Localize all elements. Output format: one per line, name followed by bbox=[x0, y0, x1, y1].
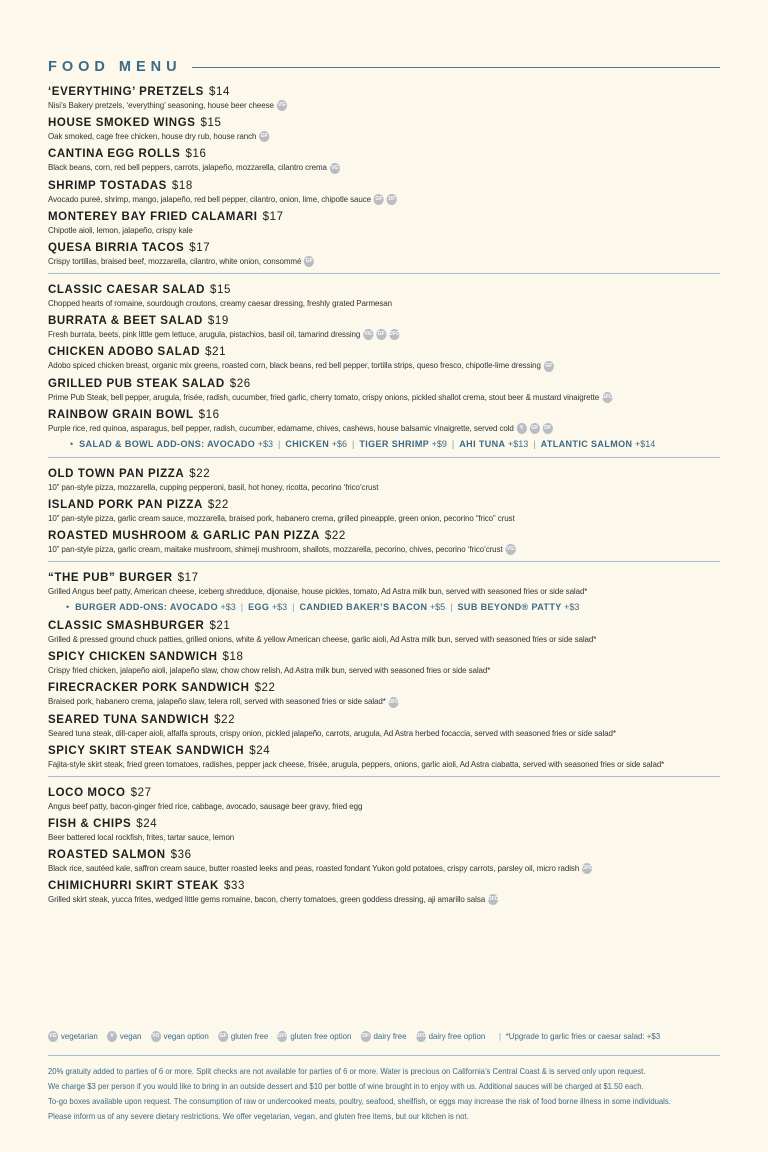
item-name: GRILLED PUB STEAK SALAD bbox=[48, 377, 225, 390]
item-price: $15 bbox=[200, 117, 222, 130]
item-description-text: Chopped hearts of romaine, sourdough croutons, creamy caesar dressing, freshly grated Parmesan bbox=[48, 298, 392, 309]
item-description bbox=[48, 422, 717, 434]
menu-title: FOOD MENU bbox=[48, 59, 182, 75]
addon-name: ATLANTIC SALMON bbox=[540, 439, 633, 450]
item-description-text: Chipotle aioli, lemon, jalapeño, crispy kale bbox=[48, 224, 193, 235]
diet-badge-df: DF bbox=[543, 423, 553, 434]
item-heading bbox=[48, 210, 720, 224]
item-description bbox=[48, 893, 717, 905]
addons-separator: | bbox=[351, 439, 355, 450]
menu-item bbox=[48, 116, 720, 142]
item-description bbox=[48, 328, 717, 340]
menu-item bbox=[48, 147, 720, 173]
diet-badge-gf: GF bbox=[374, 194, 384, 205]
item-heading bbox=[48, 179, 720, 193]
item-description bbox=[48, 800, 717, 812]
menu-item bbox=[48, 210, 720, 236]
item-description-text: 10” pan-style pizza, mozzarella, cupping pepperoni, basil, hot honey, ricotta, pecorino ‘frico’crust bbox=[48, 482, 379, 493]
menu-item bbox=[48, 650, 720, 676]
item-description bbox=[48, 297, 717, 309]
legend-label: gluten free bbox=[230, 1031, 269, 1041]
addon-price: +$5 bbox=[429, 602, 446, 613]
item-heading bbox=[48, 377, 720, 391]
item-name: OLD TOWN PAN PIZZA bbox=[48, 468, 185, 481]
item-heading bbox=[48, 116, 720, 130]
addons-row bbox=[48, 601, 720, 614]
item-price: $17 bbox=[262, 210, 284, 223]
addons-label: BURGER ADD-ONS: bbox=[75, 602, 168, 613]
addons-separator: | bbox=[292, 602, 295, 613]
item-heading bbox=[48, 817, 720, 831]
item-price: $15 bbox=[210, 284, 232, 297]
item-name: ROASTED SALMON bbox=[48, 848, 166, 861]
item-price: $36 bbox=[170, 848, 192, 861]
item-price: $19 bbox=[207, 315, 229, 328]
item-heading bbox=[48, 681, 720, 695]
item-name: MONTEREY BAY FRIED CALAMARI bbox=[48, 210, 258, 223]
menu-item bbox=[48, 681, 720, 707]
item-description bbox=[48, 255, 717, 267]
item-description-text: Avocado pureé, shrimp, mango, jalapeño, red bell pepper, cilantro, onion, lime, chipotle sauce bbox=[48, 193, 372, 204]
legend-label: dairy free bbox=[373, 1031, 407, 1041]
menu-item bbox=[48, 713, 720, 739]
menu-item bbox=[48, 241, 720, 267]
legend-label: vegan option bbox=[163, 1031, 209, 1041]
item-heading bbox=[48, 408, 720, 422]
upgrade-note: *Upgrade to garlic fries or caesar salad: +$3 bbox=[505, 1031, 661, 1041]
item-price: $27 bbox=[130, 786, 152, 799]
item-description-text: Grilled & pressed ground chuck patties, grilled onions, white & yellow American cheese, garlic aioli, Ad Astra milk bun, served with seasoned fries or side salad* bbox=[48, 634, 597, 645]
diet-badge-v: V bbox=[517, 423, 527, 434]
item-description-text: Grilled skirt steak, yucca frites, wedged little gems romaine, bacon, cherry tomatoes, green goddess dressing, aji amarillo salsa bbox=[48, 893, 486, 904]
addon-name: SUB BEYOND® PATTY bbox=[457, 602, 562, 613]
item-heading bbox=[48, 713, 720, 727]
item-heading bbox=[48, 879, 720, 893]
addon-name: AVOCADO bbox=[207, 439, 256, 450]
addons-separator: | bbox=[240, 602, 244, 613]
item-price: $21 bbox=[209, 620, 231, 633]
diet-badge-v: V bbox=[107, 1031, 117, 1042]
menu-item bbox=[48, 744, 720, 770]
diet-badge-vg: VG bbox=[330, 163, 340, 174]
item-description-text: Angus beef patty, bacon-ginger fried rice, cabbage, avocado, sausage beer gravy, fried egg bbox=[48, 800, 363, 811]
legend-label: vegetarian bbox=[60, 1031, 98, 1041]
menu-sections bbox=[48, 76, 720, 905]
diet-badge-gf: GF bbox=[218, 1031, 228, 1042]
item-name: ROASTED MUSHROOM & GARLIC PAN PIZZA bbox=[48, 530, 320, 543]
item-heading bbox=[48, 848, 720, 862]
diet-badge-gf: GF bbox=[530, 423, 540, 434]
item-heading bbox=[48, 85, 720, 99]
addon-price: +$3 bbox=[271, 602, 288, 613]
item-heading bbox=[48, 529, 720, 543]
item-name: “THE PUB” BURGER bbox=[48, 572, 173, 585]
addons-separator: | bbox=[533, 439, 536, 450]
legend-label: vegan bbox=[119, 1031, 142, 1041]
item-price: $16 bbox=[198, 408, 220, 421]
item-price: $33 bbox=[223, 879, 245, 892]
diet-badge-vg: VG bbox=[48, 1031, 58, 1042]
item-description bbox=[48, 727, 717, 739]
addons-row bbox=[48, 438, 720, 451]
item-description bbox=[48, 193, 717, 205]
addon-price: +$14 bbox=[634, 439, 656, 450]
item-description bbox=[48, 99, 717, 111]
addon-name: AVOCADO bbox=[169, 602, 218, 613]
addon-price: +$3 bbox=[220, 602, 236, 613]
menu-section bbox=[48, 76, 720, 267]
diet-badge-dfo: DFO bbox=[488, 894, 498, 905]
item-name: SHRIMP TOSTADAS bbox=[48, 179, 167, 192]
diet-badge-gfo: GFO bbox=[582, 863, 592, 874]
item-name: CHIMICHURRI SKIRT STEAK bbox=[48, 879, 219, 892]
item-price: $22 bbox=[254, 682, 276, 695]
item-description bbox=[48, 359, 717, 371]
addons-separator: | bbox=[451, 439, 455, 450]
diet-badge-gf: GF bbox=[259, 131, 269, 142]
item-price: $22 bbox=[324, 530, 346, 543]
item-price: $18 bbox=[171, 179, 193, 192]
menu-item bbox=[48, 179, 720, 205]
addon-name: AHI TUNA bbox=[459, 439, 506, 450]
item-name: FISH & CHIPS bbox=[48, 817, 132, 830]
addon-price: +$3 bbox=[564, 602, 580, 613]
menu-section bbox=[48, 562, 720, 769]
menu-item bbox=[48, 283, 720, 309]
addon-name: CHICKEN bbox=[285, 439, 330, 450]
item-name: SPICY SKIRT STEAK SANDWICH bbox=[48, 744, 245, 757]
item-heading bbox=[48, 744, 720, 758]
addons-label: SALAD & BOWL ADD-ONS: bbox=[79, 439, 205, 450]
addon-price: +$9 bbox=[431, 439, 447, 450]
item-name: CLASSIC CAESAR SALAD bbox=[48, 284, 206, 297]
item-description-text: Crispy tortillas, braised beef, mozzarella, cilantro, white onion, consommé bbox=[48, 255, 302, 266]
item-heading bbox=[48, 571, 720, 585]
menu-item bbox=[48, 619, 720, 645]
item-description bbox=[48, 695, 717, 707]
dietary-legend bbox=[48, 1031, 666, 1042]
item-price: $17 bbox=[177, 572, 199, 585]
menu-page bbox=[48, 58, 720, 905]
footer-line: We charge $3 per person if you would like to bring in an outside dessert and $10 per bottle of wine brought in to enjoy with us. Additional sauces will be charged at $1.50 each. bbox=[48, 1081, 644, 1091]
menu-item bbox=[48, 817, 720, 843]
item-name: HOUSE SMOKED WINGS bbox=[48, 117, 196, 130]
diet-badge-gf: GF bbox=[544, 361, 554, 372]
diet-badge-dfo: DFO bbox=[389, 329, 399, 340]
item-name: SPICY CHICKEN SANDWICH bbox=[48, 651, 218, 664]
legend-label: gluten free option bbox=[290, 1031, 352, 1041]
addon-price: +$13 bbox=[507, 439, 529, 450]
item-price: $22 bbox=[189, 468, 211, 481]
item-name: QUESA BIRRIA TACOS bbox=[48, 241, 185, 254]
menu-item bbox=[48, 467, 720, 493]
item-description bbox=[48, 585, 717, 597]
item-name: CHICKEN ADOBO SALAD bbox=[48, 346, 201, 359]
addon-price: +$6 bbox=[331, 439, 347, 450]
diet-badge-gf: GF bbox=[376, 329, 386, 340]
item-name: SEARED TUNA SANDWICH bbox=[48, 713, 210, 726]
addons-separator: | bbox=[450, 602, 453, 613]
item-heading bbox=[48, 241, 720, 255]
item-heading bbox=[48, 345, 720, 359]
item-price: $26 bbox=[229, 377, 251, 390]
item-price: $18 bbox=[222, 651, 244, 664]
legend-label: dairy free option bbox=[428, 1031, 486, 1041]
item-price: $22 bbox=[214, 713, 236, 726]
item-name: CLASSIC SMASHBURGER bbox=[48, 620, 205, 633]
item-description-text: Fajita-style skirt steak, fried green tomatoes, radishes, pepper jack cheese, frisée, arugula, peppers, onions, garlic aioli, Ad Astra ciabatta, served with seasoned fries or side salad* bbox=[48, 758, 665, 769]
item-description bbox=[48, 224, 717, 236]
item-name: LOCO MOCO bbox=[48, 786, 126, 799]
item-description-text: Beer battered local rockfish, frites, tartar sauce, lemon bbox=[48, 831, 235, 842]
item-description-text: Crispy fried chicken, jalapeño aioli, jalapeño slaw, chow chow relish, Ad Astra milk bun, served with seasoned fries or side salad* bbox=[48, 665, 491, 676]
diet-badge-dfo: DFO bbox=[389, 697, 399, 708]
item-description bbox=[48, 161, 717, 173]
item-heading bbox=[48, 283, 720, 297]
addon-price: +$3 bbox=[257, 439, 274, 450]
item-description bbox=[48, 130, 717, 142]
item-description bbox=[48, 831, 717, 843]
header-rule bbox=[192, 67, 720, 68]
menu-item bbox=[48, 85, 720, 111]
item-description-text: Braised pork, habanero crema, jalapeño slaw, telera roll, served with seasoned fries or side salad* bbox=[48, 696, 386, 707]
addon-name: EGG bbox=[248, 602, 270, 613]
item-price: $17 bbox=[189, 241, 211, 254]
menu-item bbox=[48, 345, 720, 371]
diet-badge-vg: VG bbox=[363, 329, 373, 340]
diet-badge-vg: VG bbox=[277, 100, 287, 111]
diet-badge-df: DF bbox=[361, 1031, 371, 1042]
item-description-text: 10” pan-style pizza, garlic cream, maitake mushroom, shimeji mushroom, shallots, mozzarella, pecorino, chives, pecorino ‘frico’crust bbox=[48, 544, 503, 555]
item-description-text: Fresh burrata, beets, pink little gem lettuce, arugula, pistachios, basil oil, tamarind dressing bbox=[48, 329, 361, 340]
item-price: $16 bbox=[185, 148, 207, 161]
menu-item bbox=[48, 314, 720, 340]
item-description-text: Seared tuna steak, dill-caper aioli, alfalfa sprouts, crispy onion, pickled jalapeño, carrots, arugula, Ad Astra herbed focaccia, served with seasoned fries or side salad* bbox=[48, 727, 616, 738]
item-description-text: Black rice, sautéed kale, saffron cream sauce, butter roasted leeks and peas, roasted fondant Yukon gold potatoes, crispy carrots, parsley oil, micro radish bbox=[48, 862, 580, 873]
item-description bbox=[48, 391, 717, 403]
bullet: • bbox=[66, 602, 70, 613]
legend-separator: | bbox=[499, 1031, 502, 1041]
menu-item bbox=[48, 786, 720, 812]
item-description-text: Grilled Angus beef patty, American cheese, iceberg shredduce, dijonaise, house pickles, tomato, Ad Astra milk bun, served with seasoned fries or side salad* bbox=[48, 586, 588, 597]
diet-badge-dfo: DFO bbox=[416, 1031, 426, 1042]
footer-line: 20% gratuity added to parties of 6 or more. Split checks are not available for parties of 6 or more. Water is precious on California’s Central Coast & is served only upon request. bbox=[48, 1066, 646, 1076]
menu-section bbox=[48, 274, 720, 451]
item-heading bbox=[48, 498, 720, 512]
menu-item bbox=[48, 571, 720, 597]
footer-divider bbox=[48, 1055, 720, 1056]
item-name: CANTINA EGG ROLLS bbox=[48, 148, 181, 161]
item-description bbox=[48, 758, 717, 770]
item-price: $24 bbox=[249, 744, 271, 757]
menu-item bbox=[48, 377, 720, 403]
menu-item bbox=[48, 848, 720, 874]
item-description bbox=[48, 543, 717, 555]
item-heading bbox=[48, 619, 720, 633]
item-name: FIRECRACKER PORK SANDWICH bbox=[48, 682, 250, 695]
menu-item bbox=[48, 408, 720, 434]
item-description-text: Oak smoked, cage free chicken, house dry rub, house ranch bbox=[48, 131, 257, 142]
menu-section bbox=[48, 777, 720, 905]
item-description bbox=[48, 862, 717, 874]
item-price: $14 bbox=[208, 86, 230, 98]
item-description-text: 10” pan-style pizza, garlic cream sauce, mozzarella, braised pork, habanero crema, grilled pineapple, green onion, pecorino “frico” crust bbox=[48, 513, 515, 524]
item-price: $24 bbox=[136, 817, 158, 830]
menu-item bbox=[48, 498, 720, 524]
footer-line: To-go boxes available upon request. The consumption of raw or undercooked meats, poultry, seafood, shellfish, or eggs may increase the risk of food borne illness in some individuals. bbox=[48, 1096, 671, 1106]
menu-header bbox=[48, 58, 720, 76]
item-description-text: Purple rice, red quinoa, asparagus, bell pepper, radish, cucumber, edamame, chives, cashews, house balsamic vinaigrette, served cold bbox=[48, 422, 514, 433]
item-description-text: Black beans, corn, red bell peppers, carrots, jalapeño, mozzarella, cilantro crema bbox=[48, 162, 327, 173]
menu-section bbox=[48, 458, 720, 555]
item-name: BURRATA & BEET SALAD bbox=[48, 315, 203, 328]
footer-notes bbox=[48, 1064, 710, 1124]
diet-badge-vg: VG bbox=[505, 544, 515, 555]
addons-separator: | bbox=[278, 439, 281, 450]
diet-badge-gf: GF bbox=[304, 256, 314, 267]
item-price: $21 bbox=[205, 346, 227, 359]
addon-name: TIGER SHRIMP bbox=[359, 439, 430, 450]
menu-item bbox=[48, 529, 720, 555]
item-description-text: Prime Pub Steak, bell pepper, arugula, frisée, radish, cucumber, fried garlic, cherry tomato, crispy onions, pickled shallot crema, stout beer & mustard vinaigrette bbox=[48, 391, 600, 402]
item-price: $22 bbox=[207, 499, 229, 512]
item-heading bbox=[48, 650, 720, 664]
item-heading bbox=[48, 786, 720, 800]
item-description-text: Adobo spiced chicken breast, organic mix greens, roasted corn, black beans, red bell pepper, tortilla strips, queso fresco, chipotle-lime dressing bbox=[48, 360, 541, 371]
diet-badge-df: DF bbox=[387, 194, 397, 205]
menu-item bbox=[48, 879, 720, 905]
item-name: RAINBOW GRAIN BOWL bbox=[48, 408, 194, 421]
item-heading bbox=[48, 467, 720, 481]
diet-badge-vo: VO bbox=[151, 1031, 161, 1042]
diet-badge-gfo: GFO bbox=[602, 392, 612, 403]
item-description bbox=[48, 664, 717, 676]
addon-name: CANDIED BAKER’S BACON bbox=[299, 602, 428, 613]
footer-line: Please inform us of any severe dietary restrictions. We offer vegetarian, vegan, and gluten free items, but our kitchen is not. bbox=[48, 1111, 469, 1121]
item-description-text: Nisi’s Bakery pretzels, ‘everything’ seasoning, house beer cheese bbox=[48, 100, 274, 110]
bullet: • bbox=[70, 439, 74, 450]
item-name: ‘EVERYTHING’ PRETZELS bbox=[48, 86, 204, 98]
item-description bbox=[48, 512, 717, 524]
item-name: ISLAND PORK PAN PIZZA bbox=[48, 499, 203, 512]
item-heading bbox=[48, 147, 720, 161]
item-heading bbox=[48, 314, 720, 328]
item-description bbox=[48, 481, 717, 493]
diet-badge-gfo: GFO bbox=[277, 1031, 287, 1042]
item-description bbox=[48, 633, 717, 645]
